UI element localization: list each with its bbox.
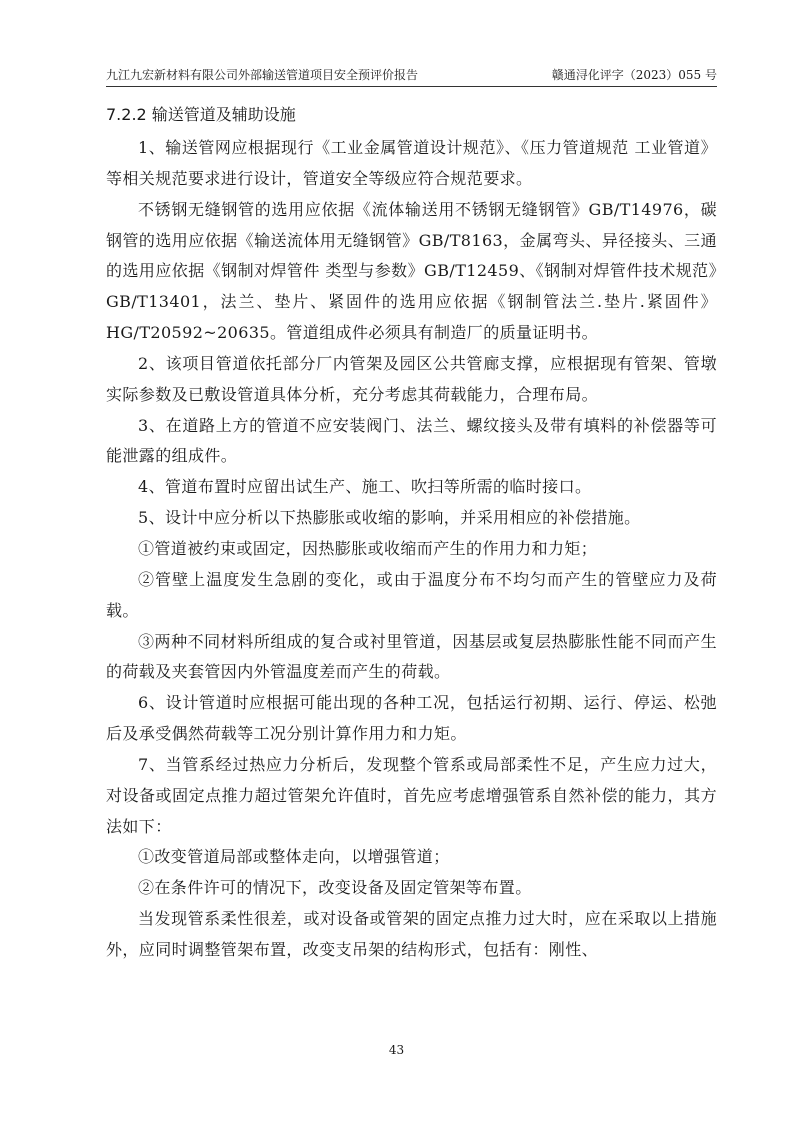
paragraph: ③两种不同材料所组成的复合或衬里管道，因基层或复层热膨胀性能不同而产生的荷载及夹套管因内外管温度差而产生的荷载。 bbox=[106, 631, 717, 682]
section-heading: 7.2.2 输送管道及辅助设施 bbox=[106, 105, 296, 124]
paragraph: ①改变管道局部或整体走向，以增强管道； bbox=[138, 847, 450, 867]
paragraph: ②在条件许可的情况下，改变设备及固定管架等布置。 bbox=[138, 878, 532, 898]
paragraph: 3、在道路上方的管道不应安装阀门、法兰、螺纹接头及带有填料的补偿器等可能泄露的组成件。 bbox=[106, 415, 717, 466]
body-text bbox=[106, 133, 717, 966]
paragraph: 5、设计中应分析以下热膨胀或收缩的影响，并采用相应的补偿措施。 bbox=[138, 508, 641, 528]
paragraph: 1、输送管网应根据现行《工业金属管道设计规范》、《压力管道规范 工业管道》等相关规范要求进行设计，管道安全等级应符合规范要求。 bbox=[106, 138, 717, 188]
paragraph: 4、管道布置时应留出试生产、施工、吹扫等所需的临时接口。 bbox=[138, 477, 592, 497]
paragraph: 2、该项目管道依托部分厂内管架及园区公共管廊支撑，应根据现有管架、管墩实际参数及已敷设管道具体分析，充分考虑其荷载能力，合理布局。 bbox=[106, 353, 717, 404]
page-header bbox=[106, 64, 717, 87]
document-number: 赣通浔化评字（2023）055 号 bbox=[551, 68, 717, 82]
paragraph: 6、设计管道时应根据可能出现的各种工况，包括运行初期、运行、停运、松弛后及承受偶然荷载等工况分别计算作用力和力矩。 bbox=[106, 693, 717, 744]
paragraph: 当发现管系柔性很差，或对设备或管架的固定点推力过大时，应在采取以上措施外，应同时调整管架布置，改变支吊架的结构形式，包括有：刚性、 bbox=[106, 909, 717, 959]
report-title: 九江九宏新材料有限公司外部输送管道项目安全预评价报告 bbox=[106, 68, 419, 82]
paragraph: ②管壁上温度发生急剧的变化，或由于温度分布不均匀而产生的管壁应力及荷载。 bbox=[106, 569, 717, 620]
paragraph: 不锈钢无缝钢管的选用应依据《流体输送用不锈钢无缝钢管》GB/T14976，碳钢管的选用应依据《输送流体用无缝钢管》GB/T8163，金属弯头、异径接头、三通的选用应依据《钢制对焊管件 类型与参数》GB/T12459、《钢制对焊管件技术规范》GB/T13401，法兰、垫片、紧固件的选用应依据《钢制管法兰.垫片.紧固件》HG/T20592~20635。管道组成件必须具有制造厂的质量证明书。 bbox=[106, 199, 717, 343]
paragraph: ①管道被约束或固定，因热膨胀或收缩而产生的作用力和力矩； bbox=[138, 538, 598, 558]
paragraph: 7、当管系经过热应力分析后，发现整个管系或局部柔性不足，产生应力过大，对设备或固定点推力超过管架允许值时，首先应考虑增强管系自然补偿的能力，其方法如下： bbox=[106, 754, 717, 836]
page-number: 43 bbox=[388, 1043, 405, 1057]
